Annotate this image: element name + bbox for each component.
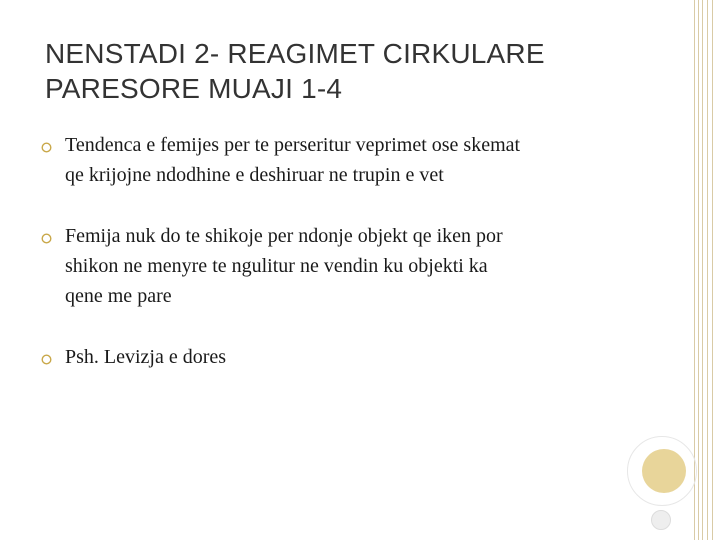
decorative-vertical-line — [712, 0, 713, 540]
bullet-text-line: qe krijojne ndodhine e deshiruar ne trupin e vet — [65, 164, 444, 186]
bullet-item — [41, 130, 631, 190]
decorative-vertical-line — [702, 0, 703, 540]
bullet-text-line: Femija nuk do te shikoje per ndonje objekt qe iken por — [65, 225, 503, 247]
circle-outline-icon — [41, 354, 52, 365]
slide-title — [45, 36, 645, 106]
circle-outline-icon — [41, 142, 52, 153]
circle-outline-icon — [41, 233, 52, 244]
decorative-gold-circle — [642, 449, 686, 493]
bullet-text-line: shikon ne menyre te ngulitur ne vendin ku objekti ka — [65, 255, 488, 277]
bullet-text-line: Psh. Levizja e dores — [65, 346, 227, 368]
bullet-list — [41, 130, 631, 403]
decorative-small-circle — [651, 510, 671, 530]
bullet-text-line: qene me pare — [65, 285, 172, 307]
bullet-item — [41, 342, 631, 372]
decorative-vertical-line — [698, 0, 699, 540]
bullet-item — [41, 221, 631, 311]
decorative-vertical-line — [707, 0, 708, 540]
bullet-text-line: Tendenca e femijes per te perseritur veprimet ose skemat — [65, 134, 521, 156]
slide-title-line: NENSTADI 2- REAGIMET CIRKULARE — [45, 38, 545, 69]
slide-title-line: PARESORE MUAJI 1-4 — [45, 73, 343, 104]
